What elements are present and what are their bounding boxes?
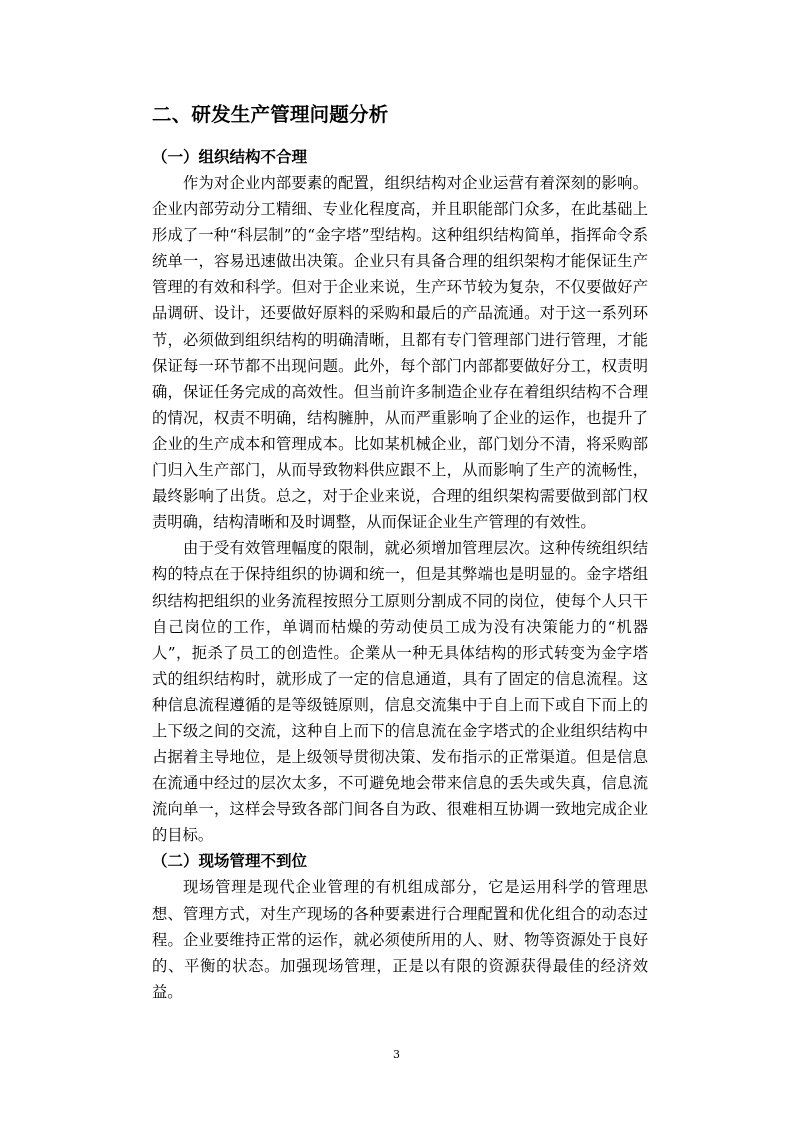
- section-heading: 二、研发生产管理问题分析: [152, 103, 389, 126]
- paragraph-1: 作为对企业内部要素的配置，组织结构对企业运营有着深刻的影响。企业内部劳动分工精细、专业化程度高，并且职能部门众多，在此基础上形成了一种“科层制”的“金字塔”型结构。这种组织结构简单，指挥命令系统单一，容易迅速做出决策。企业只有具备合理的组织架构才能保证生产管理的有效和科学。但对于企业来说，生产环节较为复杂，不仅要做好产品调研、设计，还要做好原料的采购和最后的产品流通。对于这一系列环节，必须做到组织结构的明确清晰，且都有专门管理部门进行管理，才能保证每一环节都不出现问题。此外，每个部门内部都要做好分工，权责明确，保证任务完成的高效性。但当前许多制造企业存在着组织结构不合理的情况，权责不明确，结构臃肿，从而严重影响了企业的运作，也提升了企业的生产成本和管理成本。比如某机械企业，部门划分不清，将采购部门归入生产部门，从而导致物料供应跟不上，从而影响了生产的流畅性，最终影响了出货。总之，对于企业来说，合理的组织架构需要做到部门权责明确，结构清晰和及时调整，从而保证企业生产管理的有效性。: [152, 174, 648, 532]
- subsection-heading-2: （二）现场管理不到位: [152, 852, 308, 871]
- subsection-heading-1: （一）组织结构不合理: [152, 148, 308, 166]
- page-number: 3: [393, 1048, 400, 1061]
- paragraph-3: 现场管理是现代企业管理的有机组成部分，它是运用科学的管理思想、管理方式，对生产现场的各种要素进行合理配置和优化组合的动态过程。企业要维持正常的运作，就必须使所用的人、财、物等资源处于良好的、平衡的状态。加强现场管理，正是以有限的资源获得最佳的经济效益。: [152, 878, 648, 1001]
- page-content: [152, 100, 648, 1005]
- paragraph-2: 由于受有效管理幅度的限制，就必须增加管理层次。这种传统组织结构的特点在于保持组织的协调和统一，但是其弊端也是明显的。金字塔组织结构把组织的业务流程按照分工原则分割成不同的岗位，使每个人只干自己岗位的工作，单调而枯燥的劳动使员工成为没有决策能力的“机器人”，扼杀了员工的创造性。企業从一种无具体结构的形式转变为金字塔式的组织结构时，就形成了一定的信息通道，具有了固定的信息流程。这种信息流程遵循的是等级链原则，信息交流集中于自上而下或自下而上的上下级之间的交流，这种自上而下的信息流在金字塔式的企业组织结构中占据着主导地位，是上级领导贯彻决策、发布指示的正常渠道。但是信息在流通中经过的层次太多，不可避免地会带来信息的丢失或失真，信息流流向单一，这样会导致各部门间各自为政、很难相互协调一致地完成企业的目标。: [152, 539, 648, 845]
